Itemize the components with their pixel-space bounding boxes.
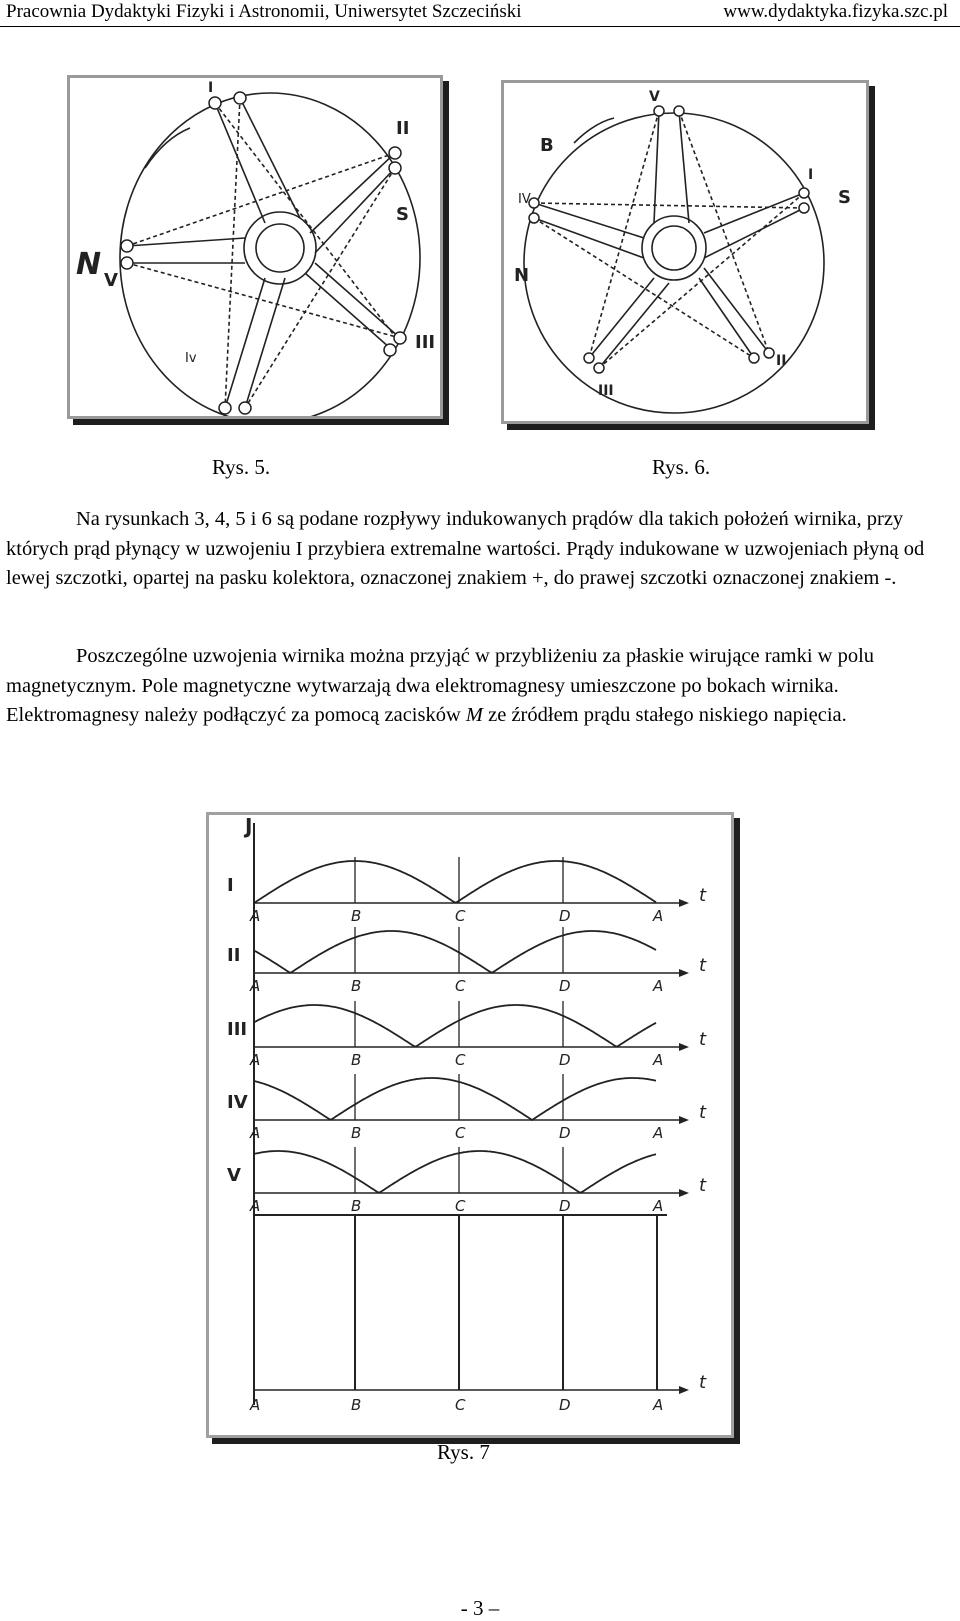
current-trace-5 xyxy=(254,1151,656,1193)
fig5-label-V: V xyxy=(104,270,118,291)
point-label-4-5: A xyxy=(653,1124,664,1142)
point-label-5-2: B xyxy=(351,1197,362,1215)
fig5-label-III: III xyxy=(415,332,436,353)
time-axis-arrow-5 xyxy=(679,1189,689,1197)
page-number: - 3 – xyxy=(460,1596,500,1620)
trace-label-2: II xyxy=(227,945,241,966)
figure-7 xyxy=(206,812,734,1438)
figure-5 xyxy=(67,75,443,419)
trace-label-4: IV xyxy=(227,1092,248,1113)
trace-label-5: V xyxy=(227,1165,241,1186)
header-institution: Pracownia Dydaktyki Fizyki i Astronomii, Uniwersytet Szczeciński xyxy=(6,1,522,22)
fig5-label-S: S xyxy=(396,204,409,225)
point-label-4-3: C xyxy=(455,1124,466,1142)
point-label-5-1: A xyxy=(250,1197,261,1215)
terminal-symbol: M xyxy=(465,704,483,726)
t-label-1: t xyxy=(699,885,707,906)
summary-time-arrow xyxy=(679,1386,689,1394)
point-label-5-5: A xyxy=(653,1197,664,1215)
paragraph-2-text-end: ze źródłem prądu stałego niskiego napięcia. xyxy=(483,704,847,726)
point-label-1-4: D xyxy=(559,907,571,925)
point-label-1-1: A xyxy=(250,907,261,925)
header-website: www.dydaktyka.fizyka.szc.pl xyxy=(723,1,948,22)
point-label-3-2: B xyxy=(351,1051,362,1069)
point-label-4-1: A xyxy=(250,1124,261,1142)
point-label-3-4: D xyxy=(559,1051,571,1069)
summary-t-label: t xyxy=(699,1372,707,1393)
figure-7-drawing xyxy=(209,815,731,1435)
trace-label-3: III xyxy=(227,1019,248,1040)
summary-point-label-4: D xyxy=(559,1396,571,1414)
summary-point-label-3: C xyxy=(455,1396,466,1414)
fig5-label-II: II xyxy=(396,118,410,139)
fig6-label-N: N xyxy=(514,265,530,286)
figure-6-caption: Rys. 6. xyxy=(652,455,711,479)
point-label-1-5: A xyxy=(653,907,664,925)
t-label-4: t xyxy=(699,1102,707,1123)
current-trace-4 xyxy=(254,1078,656,1120)
time-axis-arrow-2 xyxy=(679,969,689,977)
summary-point-label-5: A xyxy=(653,1396,664,1414)
point-label-5-4: D xyxy=(559,1197,571,1215)
fig5-label-IV: Iv xyxy=(185,351,197,366)
point-label-2-4: D xyxy=(559,977,571,995)
t-label-2: t xyxy=(699,955,707,976)
t-label-3: t xyxy=(699,1029,707,1050)
figure-6-drawing xyxy=(504,83,866,421)
trace-label-1: I xyxy=(227,875,234,896)
point-label-4-2: B xyxy=(351,1124,362,1142)
time-axis-arrow-1 xyxy=(679,899,689,907)
fig6-label-II: II xyxy=(776,353,787,369)
figure-5-caption: Rys. 5. xyxy=(212,455,271,479)
figure-7-caption: Rys. 7 xyxy=(437,1440,490,1464)
summary-point-label-2: B xyxy=(351,1396,362,1414)
point-label-1-2: B xyxy=(351,907,362,925)
current-trace-2 xyxy=(254,931,656,973)
fig5-label-I: I xyxy=(208,80,214,96)
fig6-label-V: V xyxy=(649,89,660,105)
t-label-5: t xyxy=(699,1175,707,1196)
page-header xyxy=(0,0,960,27)
point-label-3-1: A xyxy=(250,1051,261,1069)
summary-point-label-1: A xyxy=(250,1396,261,1414)
paragraph-1-text: Na rysunkach 3, 4, 5 i 6 są podane rozpływy indukowanych prądów dla takich położeń wirnika, przy których prąd płynący w uzwojeniu I przybiera extremalne wartości. Prądy indukowane w uzwojeniach płyną od lewej szczotki, opartej na pasku kolektora, oznaczonej znakiem +, do prawej szczotki oznaczonej znakiem -. xyxy=(6,508,925,589)
paragraph-1 xyxy=(6,505,954,594)
fig5-label-N: N xyxy=(76,247,102,282)
fig6-label-IV: IV xyxy=(518,192,531,207)
point-label-2-5: A xyxy=(653,977,664,995)
current-trace-1 xyxy=(254,861,656,903)
point-label-1-3: C xyxy=(455,907,466,925)
time-axis-arrow-3 xyxy=(679,1043,689,1051)
point-label-3-3: C xyxy=(455,1051,466,1069)
figure-5-drawing xyxy=(70,78,440,416)
fig6-label-B: B xyxy=(540,135,554,156)
point-label-4-4: D xyxy=(559,1124,571,1142)
figure-6 xyxy=(501,80,869,424)
point-label-3-5: A xyxy=(653,1051,664,1069)
fig6-label-III: III xyxy=(598,383,614,399)
paragraph-2-text-start: Poszczególne uzwojenia wirnika można przyjąć w przybliżeniu za płaskie wirujące ramki w polu magnetycznym. Pole magnetyczne wytwarzają dwa elektromagnesy umieszczone po bokach wirnika. Elektromagnesy należy podłączyć za pomocą zacisków xyxy=(6,645,875,726)
fig6-label-I: I xyxy=(808,167,814,183)
point-label-2-2: B xyxy=(351,977,362,995)
point-label-5-3: C xyxy=(455,1197,466,1215)
paragraph-2 xyxy=(6,642,954,731)
point-label-2-3: C xyxy=(455,977,466,995)
point-label-2-1: A xyxy=(250,977,261,995)
time-axis-arrow-4 xyxy=(679,1116,689,1124)
y-axis-label: J xyxy=(245,815,253,838)
fig6-label-S: S xyxy=(838,187,851,208)
current-trace-3 xyxy=(254,1005,656,1047)
